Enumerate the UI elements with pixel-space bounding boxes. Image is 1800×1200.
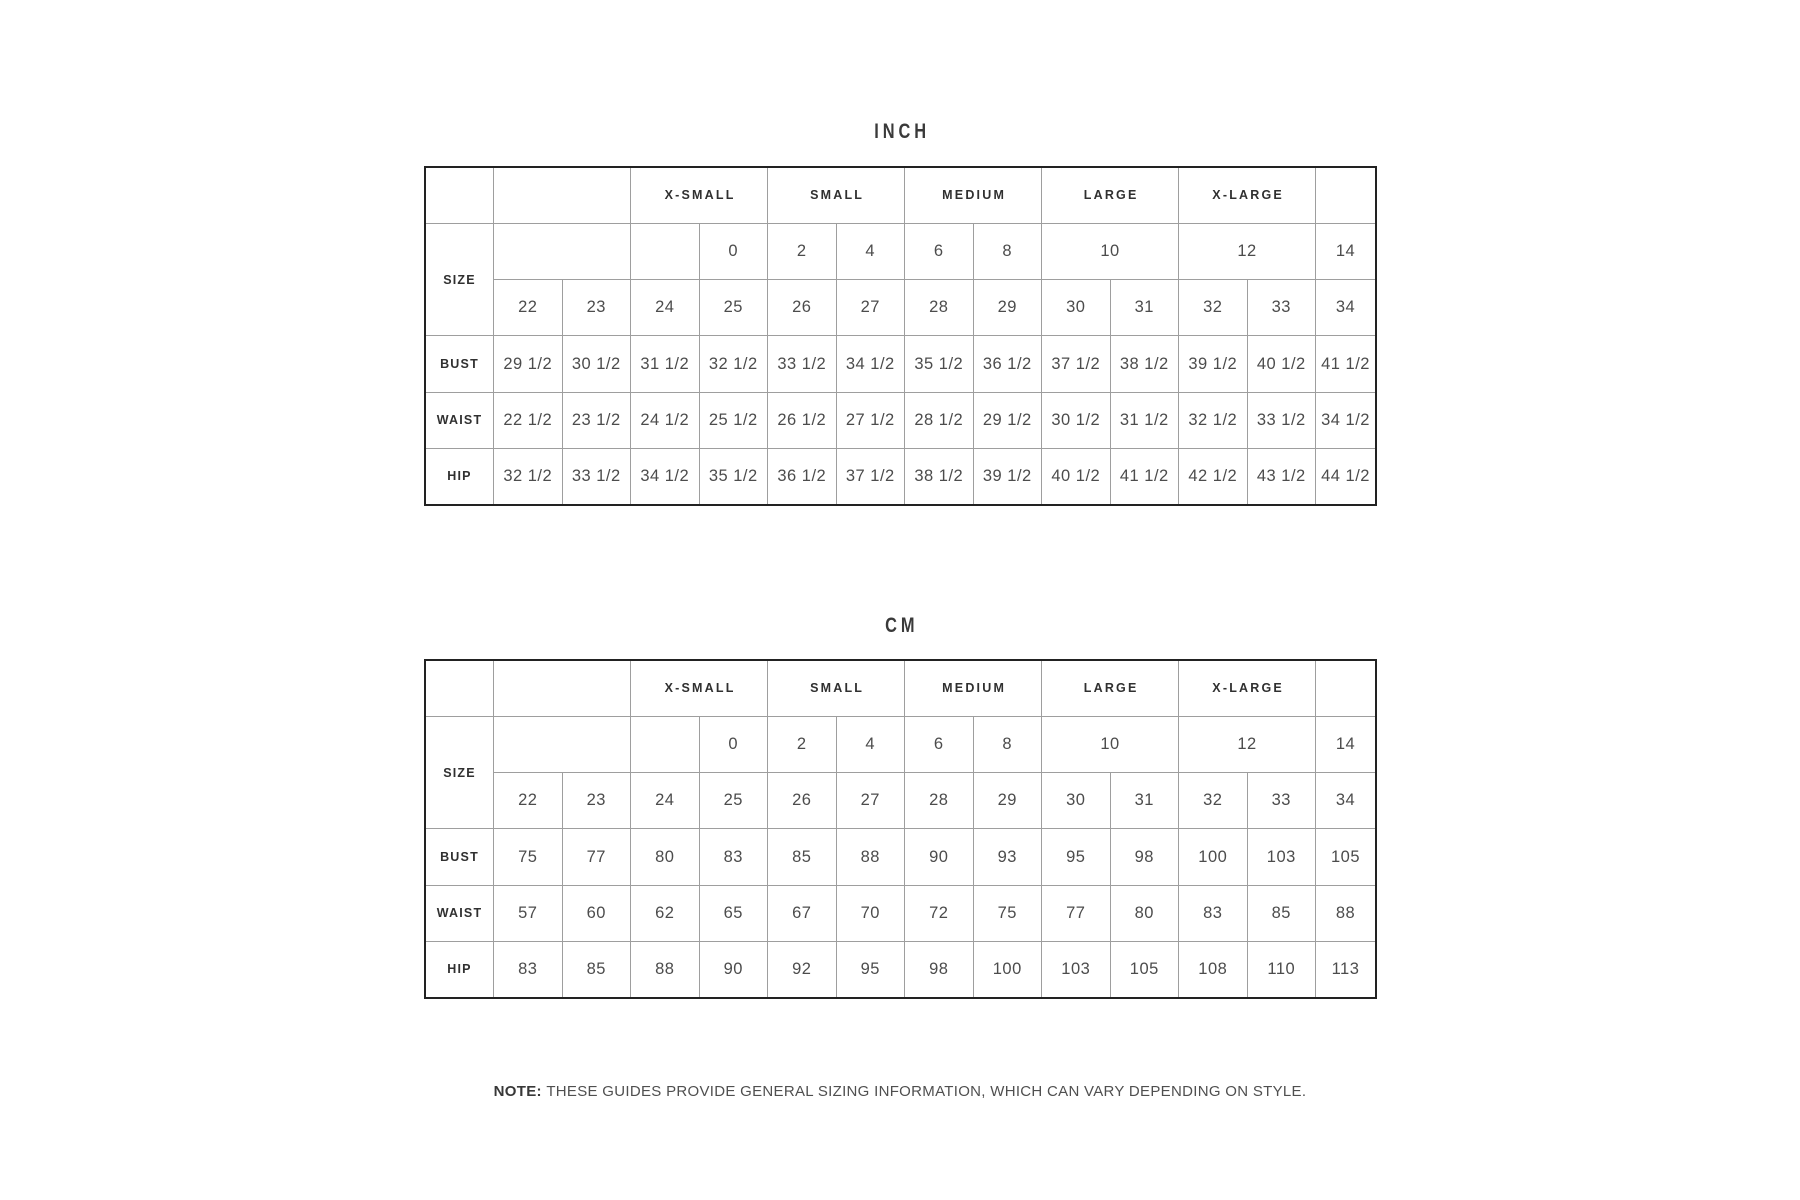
size-row-label: SIZE — [425, 223, 494, 336]
category-row — [425, 660, 1376, 716]
bust-value-cell: 29 1/2 — [494, 336, 563, 392]
hip-value-cell: 33 1/2 — [562, 448, 631, 504]
hip-row-label: HIP — [425, 448, 494, 504]
size-number-cell: 22 — [494, 773, 563, 829]
bust-value-cell: 33 1/2 — [768, 336, 837, 392]
us-size-cell: 12 — [1179, 223, 1316, 279]
hip-value-cell: 41 1/2 — [1110, 448, 1179, 504]
waist-value-cell: 62 — [631, 885, 700, 941]
hip-value-cell: 39 1/2 — [973, 448, 1042, 504]
bust-value-cell: 36 1/2 — [973, 336, 1042, 392]
bust-value-cell: 88 — [836, 829, 905, 885]
category-header-small: SMALL — [768, 660, 905, 716]
inch-title-text: INCH — [874, 120, 930, 143]
size-number-cell: 27 — [836, 280, 905, 336]
numeric-size-row — [425, 280, 1376, 336]
waist-value-cell: 27 1/2 — [836, 392, 905, 448]
waist-value-cell: 60 — [562, 885, 631, 941]
size-number-cell: 24 — [631, 280, 700, 336]
bust-value-cell: 34 1/2 — [836, 336, 905, 392]
us-size-row — [425, 716, 1376, 772]
us-size-cell: 0 — [699, 223, 768, 279]
bust-value-cell: 77 — [562, 829, 631, 885]
size-number-cell: 30 — [1042, 773, 1111, 829]
size-number-cell: 25 — [699, 773, 768, 829]
bust-value-cell: 38 1/2 — [1110, 336, 1179, 392]
cm-table-title — [0, 615, 1800, 637]
hip-value-cell: 105 — [1110, 941, 1179, 997]
us-size-cell: 10 — [1042, 223, 1179, 279]
hip-value-cell: 95 — [836, 941, 905, 997]
bust-value-cell: 105 — [1316, 829, 1376, 885]
size-number-cell: 26 — [768, 280, 837, 336]
waist-value-cell: 85 — [1247, 885, 1316, 941]
hip-value-cell: 110 — [1247, 941, 1316, 997]
size-number-cell: 33 — [1247, 773, 1316, 829]
waist-row — [425, 392, 1376, 448]
size-number-cell: 23 — [562, 773, 631, 829]
bust-value-cell: 83 — [699, 829, 768, 885]
bust-value-cell: 39 1/2 — [1179, 336, 1248, 392]
waist-row — [425, 885, 1376, 941]
hip-value-cell: 40 1/2 — [1042, 448, 1111, 504]
cm-size-table — [424, 659, 1377, 999]
category-header-x-large: X-LARGE — [1179, 167, 1316, 223]
size-number-cell: 29 — [973, 773, 1042, 829]
waist-value-cell: 22 1/2 — [494, 392, 563, 448]
size-number-cell: 34 — [1316, 773, 1376, 829]
hip-value-cell: 98 — [905, 941, 974, 997]
size-number-cell: 33 — [1247, 280, 1316, 336]
size-number-cell: 31 — [1110, 280, 1179, 336]
size-number-cell: 28 — [905, 280, 974, 336]
waist-value-cell: 34 1/2 — [1316, 392, 1376, 448]
bust-value-cell: 98 — [1110, 829, 1179, 885]
waist-value-cell: 28 1/2 — [905, 392, 974, 448]
size-number-cell: 34 — [1316, 280, 1376, 336]
waist-value-cell: 57 — [494, 885, 563, 941]
hip-value-cell: 36 1/2 — [768, 448, 837, 504]
us-size-cell: 4 — [836, 716, 905, 772]
category-header-x-small: X-SMALL — [631, 660, 768, 716]
waist-value-cell: 30 1/2 — [1042, 392, 1111, 448]
note-text: THESE GUIDES PROVIDE GENERAL SIZING INFORMATION, WHICH CAN VARY DEPENDING ON STYLE. — [546, 1083, 1307, 1100]
hip-value-cell: 44 1/2 — [1316, 448, 1376, 504]
hip-value-cell: 108 — [1179, 941, 1248, 997]
category-header-medium: MEDIUM — [905, 660, 1042, 716]
hip-value-cell: 88 — [631, 941, 700, 997]
bust-value-cell: 35 1/2 — [905, 336, 974, 392]
hip-row-label: HIP — [425, 941, 494, 997]
size-number-cell: 28 — [905, 773, 974, 829]
blank-cell — [631, 223, 700, 279]
inch-size-table — [424, 166, 1377, 506]
waist-value-cell: 77 — [1042, 885, 1111, 941]
bust-value-cell: 93 — [973, 829, 1042, 885]
numeric-size-row — [425, 773, 1376, 829]
us-size-cell: 10 — [1042, 716, 1179, 772]
hip-value-cell: 34 1/2 — [631, 448, 700, 504]
inch-table-title — [0, 121, 1800, 143]
bust-value-cell: 30 1/2 — [562, 336, 631, 392]
bust-value-cell: 95 — [1042, 829, 1111, 885]
size-number-cell: 30 — [1042, 280, 1111, 336]
waist-value-cell: 70 — [836, 885, 905, 941]
hip-value-cell: 42 1/2 — [1179, 448, 1248, 504]
us-size-cell: 8 — [973, 223, 1042, 279]
waist-value-cell: 80 — [1110, 885, 1179, 941]
waist-row-label: WAIST — [425, 885, 494, 941]
blank-cell — [494, 167, 631, 223]
us-size-row — [425, 223, 1376, 279]
waist-value-cell: 88 — [1316, 885, 1376, 941]
waist-value-cell: 29 1/2 — [973, 392, 1042, 448]
hip-value-cell: 100 — [973, 941, 1042, 997]
size-number-cell: 23 — [562, 280, 631, 336]
size-number-cell: 27 — [836, 773, 905, 829]
waist-value-cell: 72 — [905, 885, 974, 941]
waist-row-label: WAIST — [425, 392, 494, 448]
hip-row — [425, 448, 1376, 504]
bust-value-cell: 90 — [905, 829, 974, 885]
us-size-cell: 4 — [836, 223, 905, 279]
hip-value-cell: 83 — [494, 941, 563, 997]
blank-cell — [425, 660, 494, 716]
hip-value-cell: 103 — [1042, 941, 1111, 997]
waist-value-cell: 26 1/2 — [768, 392, 837, 448]
bust-value-cell: 37 1/2 — [1042, 336, 1111, 392]
bust-value-cell: 32 1/2 — [699, 336, 768, 392]
hip-value-cell: 37 1/2 — [836, 448, 905, 504]
waist-value-cell: 31 1/2 — [1110, 392, 1179, 448]
cm-title-text: CM — [885, 614, 919, 637]
hip-value-cell: 32 1/2 — [494, 448, 563, 504]
sizing-note — [0, 1083, 1800, 1101]
category-header-small: SMALL — [768, 167, 905, 223]
us-size-cell: 14 — [1316, 223, 1376, 279]
bust-row-label: BUST — [425, 336, 494, 392]
hip-value-cell: 92 — [768, 941, 837, 997]
bust-row — [425, 336, 1376, 392]
waist-value-cell: 25 1/2 — [699, 392, 768, 448]
us-size-cell: 2 — [768, 223, 837, 279]
blank-cell — [1316, 660, 1376, 716]
bust-value-cell: 31 1/2 — [631, 336, 700, 392]
waist-value-cell: 24 1/2 — [631, 392, 700, 448]
size-number-cell: 22 — [494, 280, 563, 336]
blank-cell — [494, 223, 631, 279]
waist-value-cell: 83 — [1179, 885, 1248, 941]
hip-value-cell: 113 — [1316, 941, 1376, 997]
us-size-cell: 8 — [973, 716, 1042, 772]
size-number-cell: 32 — [1179, 280, 1248, 336]
size-row-label: SIZE — [425, 716, 494, 829]
blank-cell — [425, 167, 494, 223]
bust-row-label: BUST — [425, 829, 494, 885]
size-number-cell: 24 — [631, 773, 700, 829]
waist-value-cell: 75 — [973, 885, 1042, 941]
bust-value-cell: 85 — [768, 829, 837, 885]
us-size-cell: 12 — [1179, 716, 1316, 772]
bust-value-cell: 75 — [494, 829, 563, 885]
bust-value-cell: 103 — [1247, 829, 1316, 885]
hip-value-cell: 43 1/2 — [1247, 448, 1316, 504]
us-size-cell: 0 — [699, 716, 768, 772]
waist-value-cell: 67 — [768, 885, 837, 941]
us-size-cell: 14 — [1316, 716, 1376, 772]
category-header-large: LARGE — [1042, 167, 1179, 223]
hip-value-cell: 35 1/2 — [699, 448, 768, 504]
category-row — [425, 167, 1376, 223]
hip-value-cell: 90 — [699, 941, 768, 997]
size-number-cell: 25 — [699, 280, 768, 336]
size-number-cell: 29 — [973, 280, 1042, 336]
category-header-large: LARGE — [1042, 660, 1179, 716]
blank-cell — [1316, 167, 1376, 223]
hip-value-cell: 38 1/2 — [905, 448, 974, 504]
size-number-cell: 32 — [1179, 773, 1248, 829]
blank-cell — [494, 660, 631, 716]
category-header-x-large: X-LARGE — [1179, 660, 1316, 716]
bust-value-cell: 100 — [1179, 829, 1248, 885]
bust-row — [425, 829, 1376, 885]
us-size-cell: 6 — [905, 223, 974, 279]
hip-value-cell: 85 — [562, 941, 631, 997]
note-label: NOTE: — [493, 1083, 542, 1100]
us-size-cell: 6 — [905, 716, 974, 772]
category-header-medium: MEDIUM — [905, 167, 1042, 223]
category-header-x-small: X-SMALL — [631, 167, 768, 223]
size-number-cell: 26 — [768, 773, 837, 829]
us-size-cell: 2 — [768, 716, 837, 772]
waist-value-cell: 23 1/2 — [562, 392, 631, 448]
blank-cell — [494, 716, 631, 772]
waist-value-cell: 33 1/2 — [1247, 392, 1316, 448]
size-number-cell: 31 — [1110, 773, 1179, 829]
waist-value-cell: 65 — [699, 885, 768, 941]
waist-value-cell: 32 1/2 — [1179, 392, 1248, 448]
bust-value-cell: 41 1/2 — [1316, 336, 1376, 392]
hip-row — [425, 941, 1376, 997]
bust-value-cell: 80 — [631, 829, 700, 885]
bust-value-cell: 40 1/2 — [1247, 336, 1316, 392]
blank-cell — [631, 716, 700, 772]
